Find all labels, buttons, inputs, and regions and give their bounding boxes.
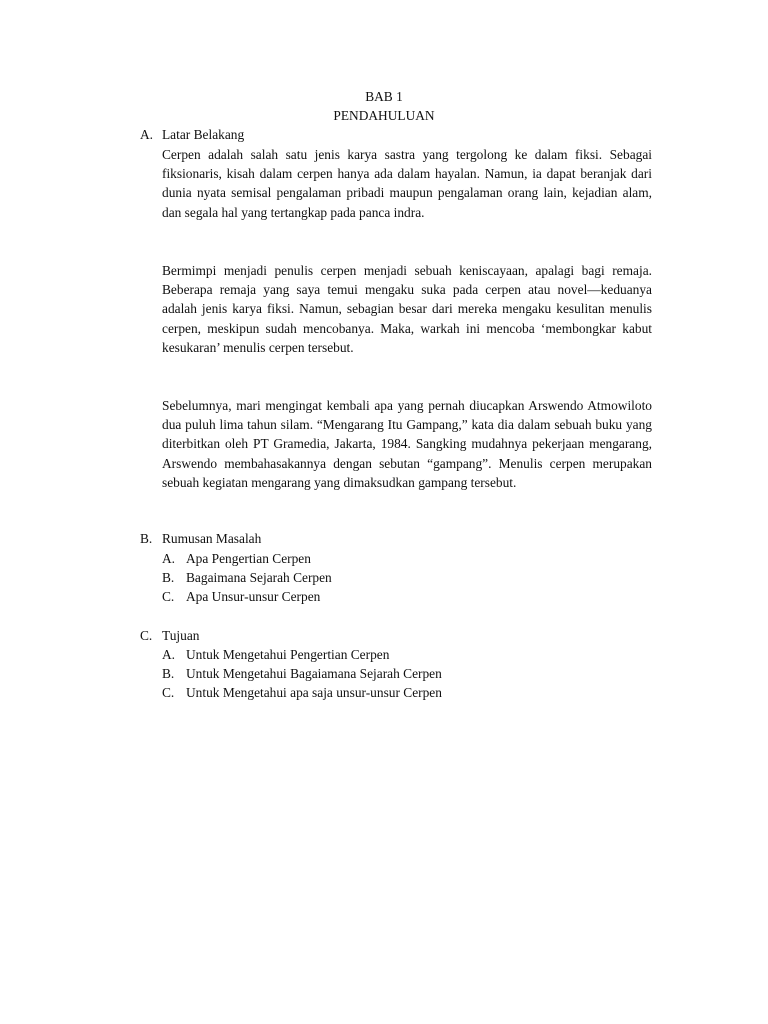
paragraph-2: Bermimpi menjadi penulis cerpen menjadi sebuah keniscayaan, apalagi bagi remaja. Beberapa remaja yang saya temui mengaku suka pada cerpen atau novel—keduanya adalah jenis karya fiksi. Namun, sebagian besar dari mereka mengaku kesulitan menulis cerpen, meskipun sudah mencobanya. Maka, warkah ini mencoba ‘membongkar kabut kesukaran’ menulis cerpen tersebut. <box>162 263 652 355</box>
section-b-title: Rumusan Masalah <box>162 531 262 546</box>
paragraph-1: Cerpen adalah salah satu jenis karya sastra yang tergolong ke dalam fiksi. Sebagai fiksionaris, kisah dalam cerpen hanya ada dalam hayalan. Namun, ia dapat beranjak dari dunia nyata semisal pengalaman pribadi maupun pengalaman orang lain, kejadian alam, dan segala hal yang tertangkap pada panca indra. <box>162 147 652 220</box>
list-item-text: Apa Unsur-unsur Cerpen <box>186 589 321 605</box>
section-b-label: B. <box>140 531 153 546</box>
list-item-label: B. <box>162 666 175 682</box>
list-item <box>162 549 332 568</box>
list-item-text: Bagaimana Sejarah Cerpen <box>186 570 332 586</box>
list-item <box>162 568 332 587</box>
list-item-text: Untuk Mengetahui apa saja unsur-unsur Cerpen <box>186 685 442 701</box>
list-item-label: A. <box>162 551 176 566</box>
chapter-title: BAB 1 <box>365 89 403 104</box>
section-c-list <box>162 645 442 703</box>
list-item <box>162 645 442 664</box>
section-b-heading <box>140 529 261 548</box>
paragraph-3: Sebelumnya, mari mengingat kembali apa yang pernah diucapkan Arswendo Atmowiloto dua puluh lima tahun silam. “Mengarang Itu Gampang,” kata dia dalam sebuah buku yang diterbitkan oleh PT Gramedia, Jakarta, 1984. Sangking mudahnya pekerjaan mengarang, Arswendo membahasakannya dengan sebutan “gampang”. Menulis cerpen merupakan sebuah kegiatan mengarang yang dimaksudkan gampang tersebut. <box>162 398 652 490</box>
list-item <box>162 683 442 702</box>
section-c-label: C. <box>140 628 153 643</box>
section-c-heading <box>140 626 199 645</box>
list-item-label: A. <box>162 647 176 662</box>
section-a-heading <box>140 125 244 144</box>
section-b-list <box>162 549 332 607</box>
list-item-text: Apa Pengertian Cerpen <box>186 551 311 566</box>
list-item <box>162 664 442 683</box>
list-item-label: C. <box>162 685 175 701</box>
list-item-label: B. <box>162 570 175 586</box>
section-a-label: A. <box>140 127 154 142</box>
list-item-text: Untuk Mengetahui Bagaiamana Sejarah Cerpen <box>186 666 442 682</box>
list-item-label: C. <box>162 589 175 605</box>
chapter-subtitle: PENDAHULUAN <box>333 108 435 123</box>
section-a-title: Latar Belakang <box>162 127 245 142</box>
section-c-title: Tujuan <box>162 628 200 643</box>
list-item <box>162 587 332 606</box>
list-item-text: Untuk Mengetahui Pengertian Cerpen <box>186 647 390 662</box>
